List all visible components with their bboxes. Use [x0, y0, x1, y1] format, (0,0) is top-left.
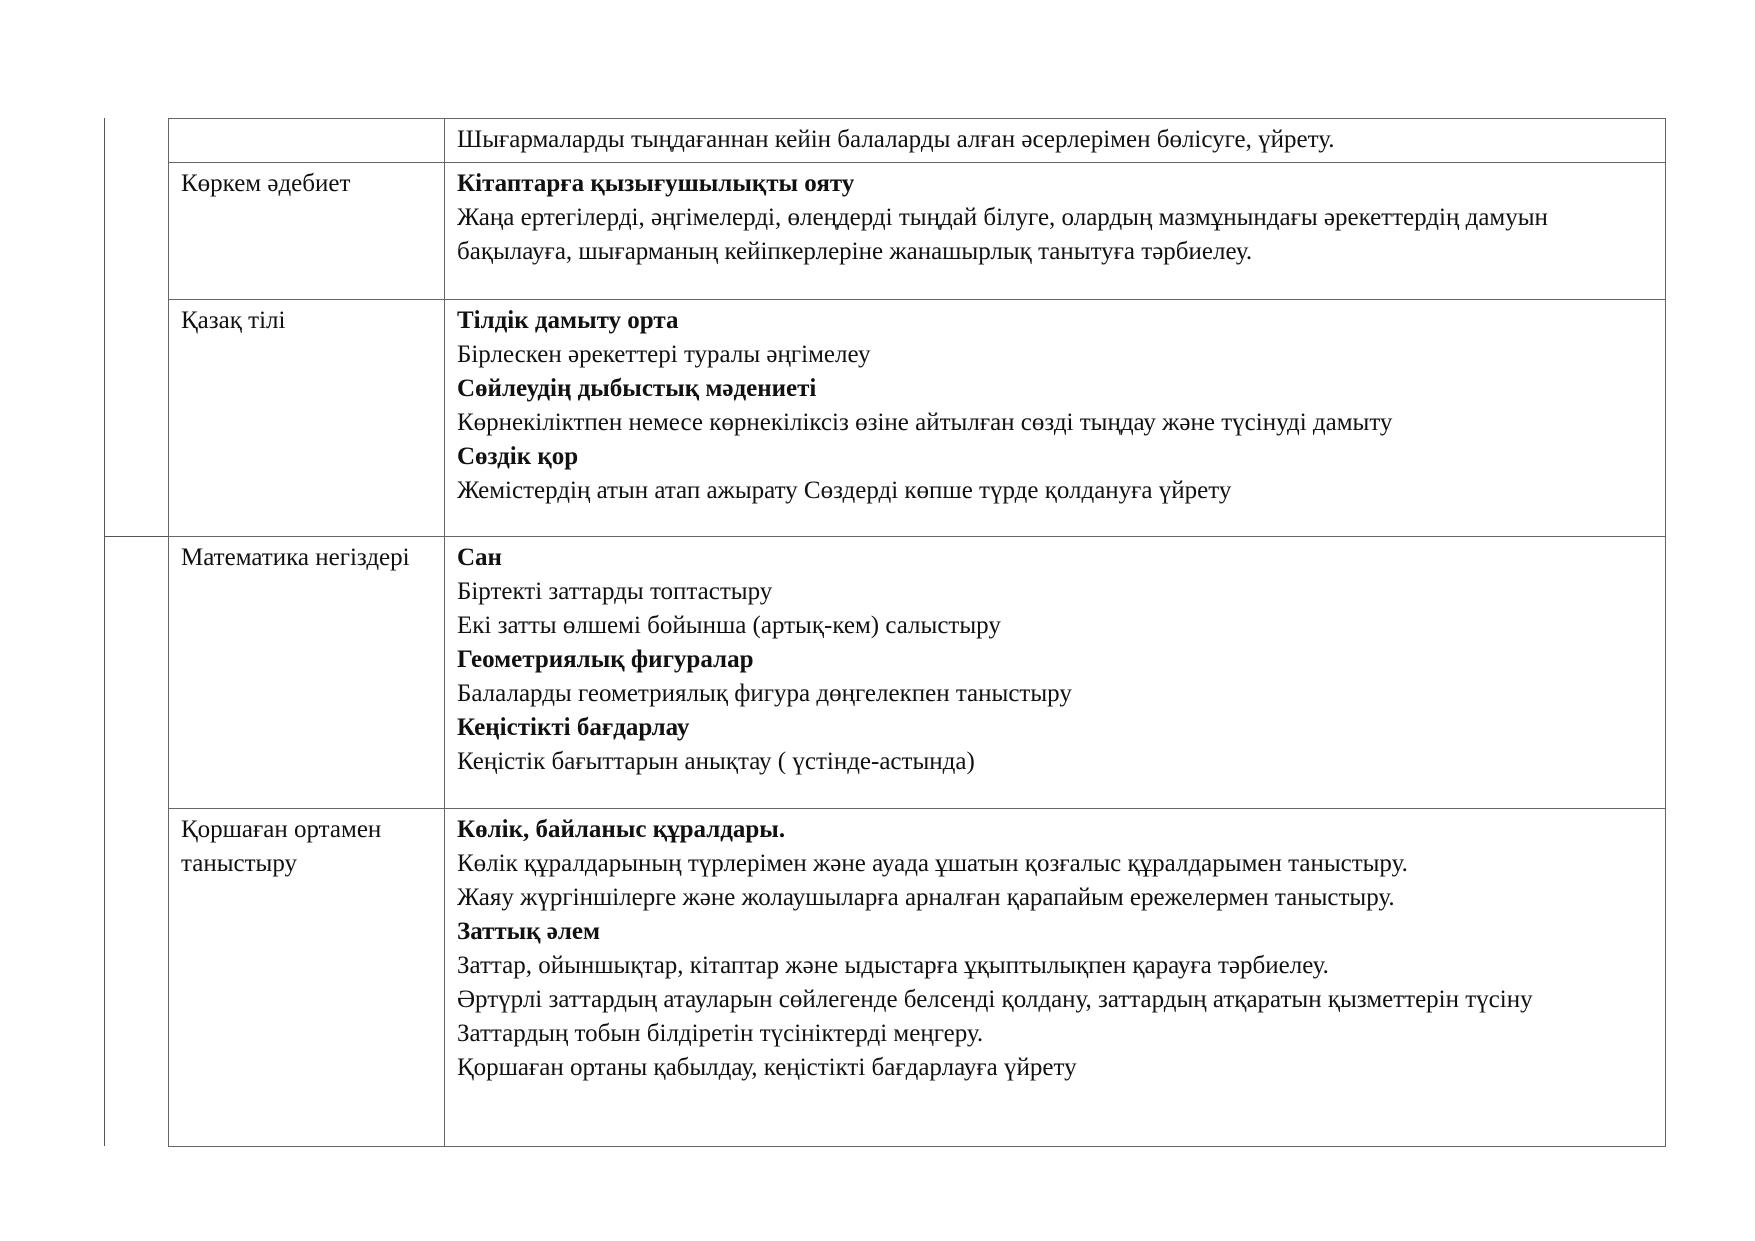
- content-line: Кеңістік бағыттарын анықтау ( үстінде-астында): [457, 748, 975, 775]
- content-cell: [445, 809, 1665, 1146]
- subject-cell: [169, 537, 445, 808]
- content-line: Заттар, ойыншықтар, кітаптар және ыдыстарға ұқыптылықпен қарауға тәрбиелеу.: [457, 952, 1329, 979]
- content-cell: [445, 537, 1665, 808]
- content-line: Біртекті заттарды топтастыру: [457, 578, 773, 605]
- left-margin-divider: [104, 536, 169, 537]
- curriculum-table: [168, 118, 1666, 1147]
- subject-label: Көркем әдебиет: [181, 170, 351, 197]
- subject-label: Математика негіздері: [181, 544, 410, 571]
- section-heading: Сөйлеудің дыбыстық мәдениеті: [457, 375, 817, 402]
- content-line: Бірлескен әрекеттері туралы әңгімелеу: [457, 341, 871, 368]
- content-line: Жемістердің атын атап ажырату Сөздерді көпше түрде қолдануға үйрету: [457, 477, 1232, 504]
- subject-cell: [169, 809, 445, 1146]
- table-row: [169, 119, 1665, 163]
- section-heading: Кітаптарға қызығушылықты ояту: [457, 170, 855, 197]
- table-row: [169, 537, 1665, 809]
- section-heading: Кеңістікті бағдарлау: [457, 714, 690, 741]
- content-cell: [445, 163, 1665, 299]
- section-heading: Көлік, байланыс құралдары.: [457, 816, 786, 843]
- content-line: Көлік құралдарының түрлерімен және ауада ұшатын қозғалыс құралдарымен таныстыру.: [457, 850, 1408, 877]
- subject-label: Қоршаған ортамен таныстыру: [181, 816, 382, 877]
- left-margin-rule: [104, 118, 105, 1146]
- table-row: [169, 163, 1665, 300]
- content-cell: [445, 300, 1665, 536]
- section-heading: Сан: [457, 544, 502, 571]
- content-line: Әртүрлі заттардың атауларын сөйлегенде белсенді қолдану, заттардың атқаратын қызметтерін түсіну: [457, 986, 1533, 1013]
- section-heading: Заттық әлем: [457, 918, 601, 945]
- content-line: Жаяу жүргіншілерге және жолаушыларға арналған қарапайым ережелермен таныстыру.: [457, 884, 1395, 911]
- section-heading: Тілдік дамыту орта: [457, 307, 679, 334]
- content-line: Екі затты өлшемі бойынша (артық-кем) салыстыру: [457, 612, 1001, 639]
- content-line: Балаларды геометриялық фигура дөңгелекпен таныстыру: [457, 680, 1072, 707]
- section-heading: Сөздік қор: [457, 443, 579, 470]
- content-line: Қоршаған ортаны қабылдау, кеңістікті бағдарлауға үйрету: [457, 1054, 1077, 1081]
- content-line: Жаңа ертегілерді, әңгімелерді, өлеңдерді тыңдай білуге, олардың мазмұнындағы әрекеттердің дамуын бақылауға, шығарманың кейіпкерлеріне жанашырлық танытуға тәрбиелеу.: [457, 204, 1548, 265]
- content-line: Шығармаларды тыңдағаннан кейін балаларды алған әсерлерімен бөлісуге, үйрету.: [457, 126, 1335, 153]
- subject-cell: [169, 163, 445, 299]
- content-cell: [445, 119, 1665, 162]
- content-line: Заттардың тобын білдіретін түсініктерді меңгеру.: [457, 1020, 984, 1047]
- subject-label: Қазақ тілі: [181, 307, 286, 334]
- content-line: Көрнекіліктпен немесе көрнекіліксіз өзіне айтылған сөзді тыңдау және түсінуді дамыту: [457, 409, 1393, 436]
- subject-cell: [169, 119, 445, 162]
- subject-cell: [169, 300, 445, 536]
- table-row: [169, 809, 1665, 1146]
- section-heading: Геометриялық фигуралар: [457, 646, 754, 673]
- table-row: [169, 300, 1665, 537]
